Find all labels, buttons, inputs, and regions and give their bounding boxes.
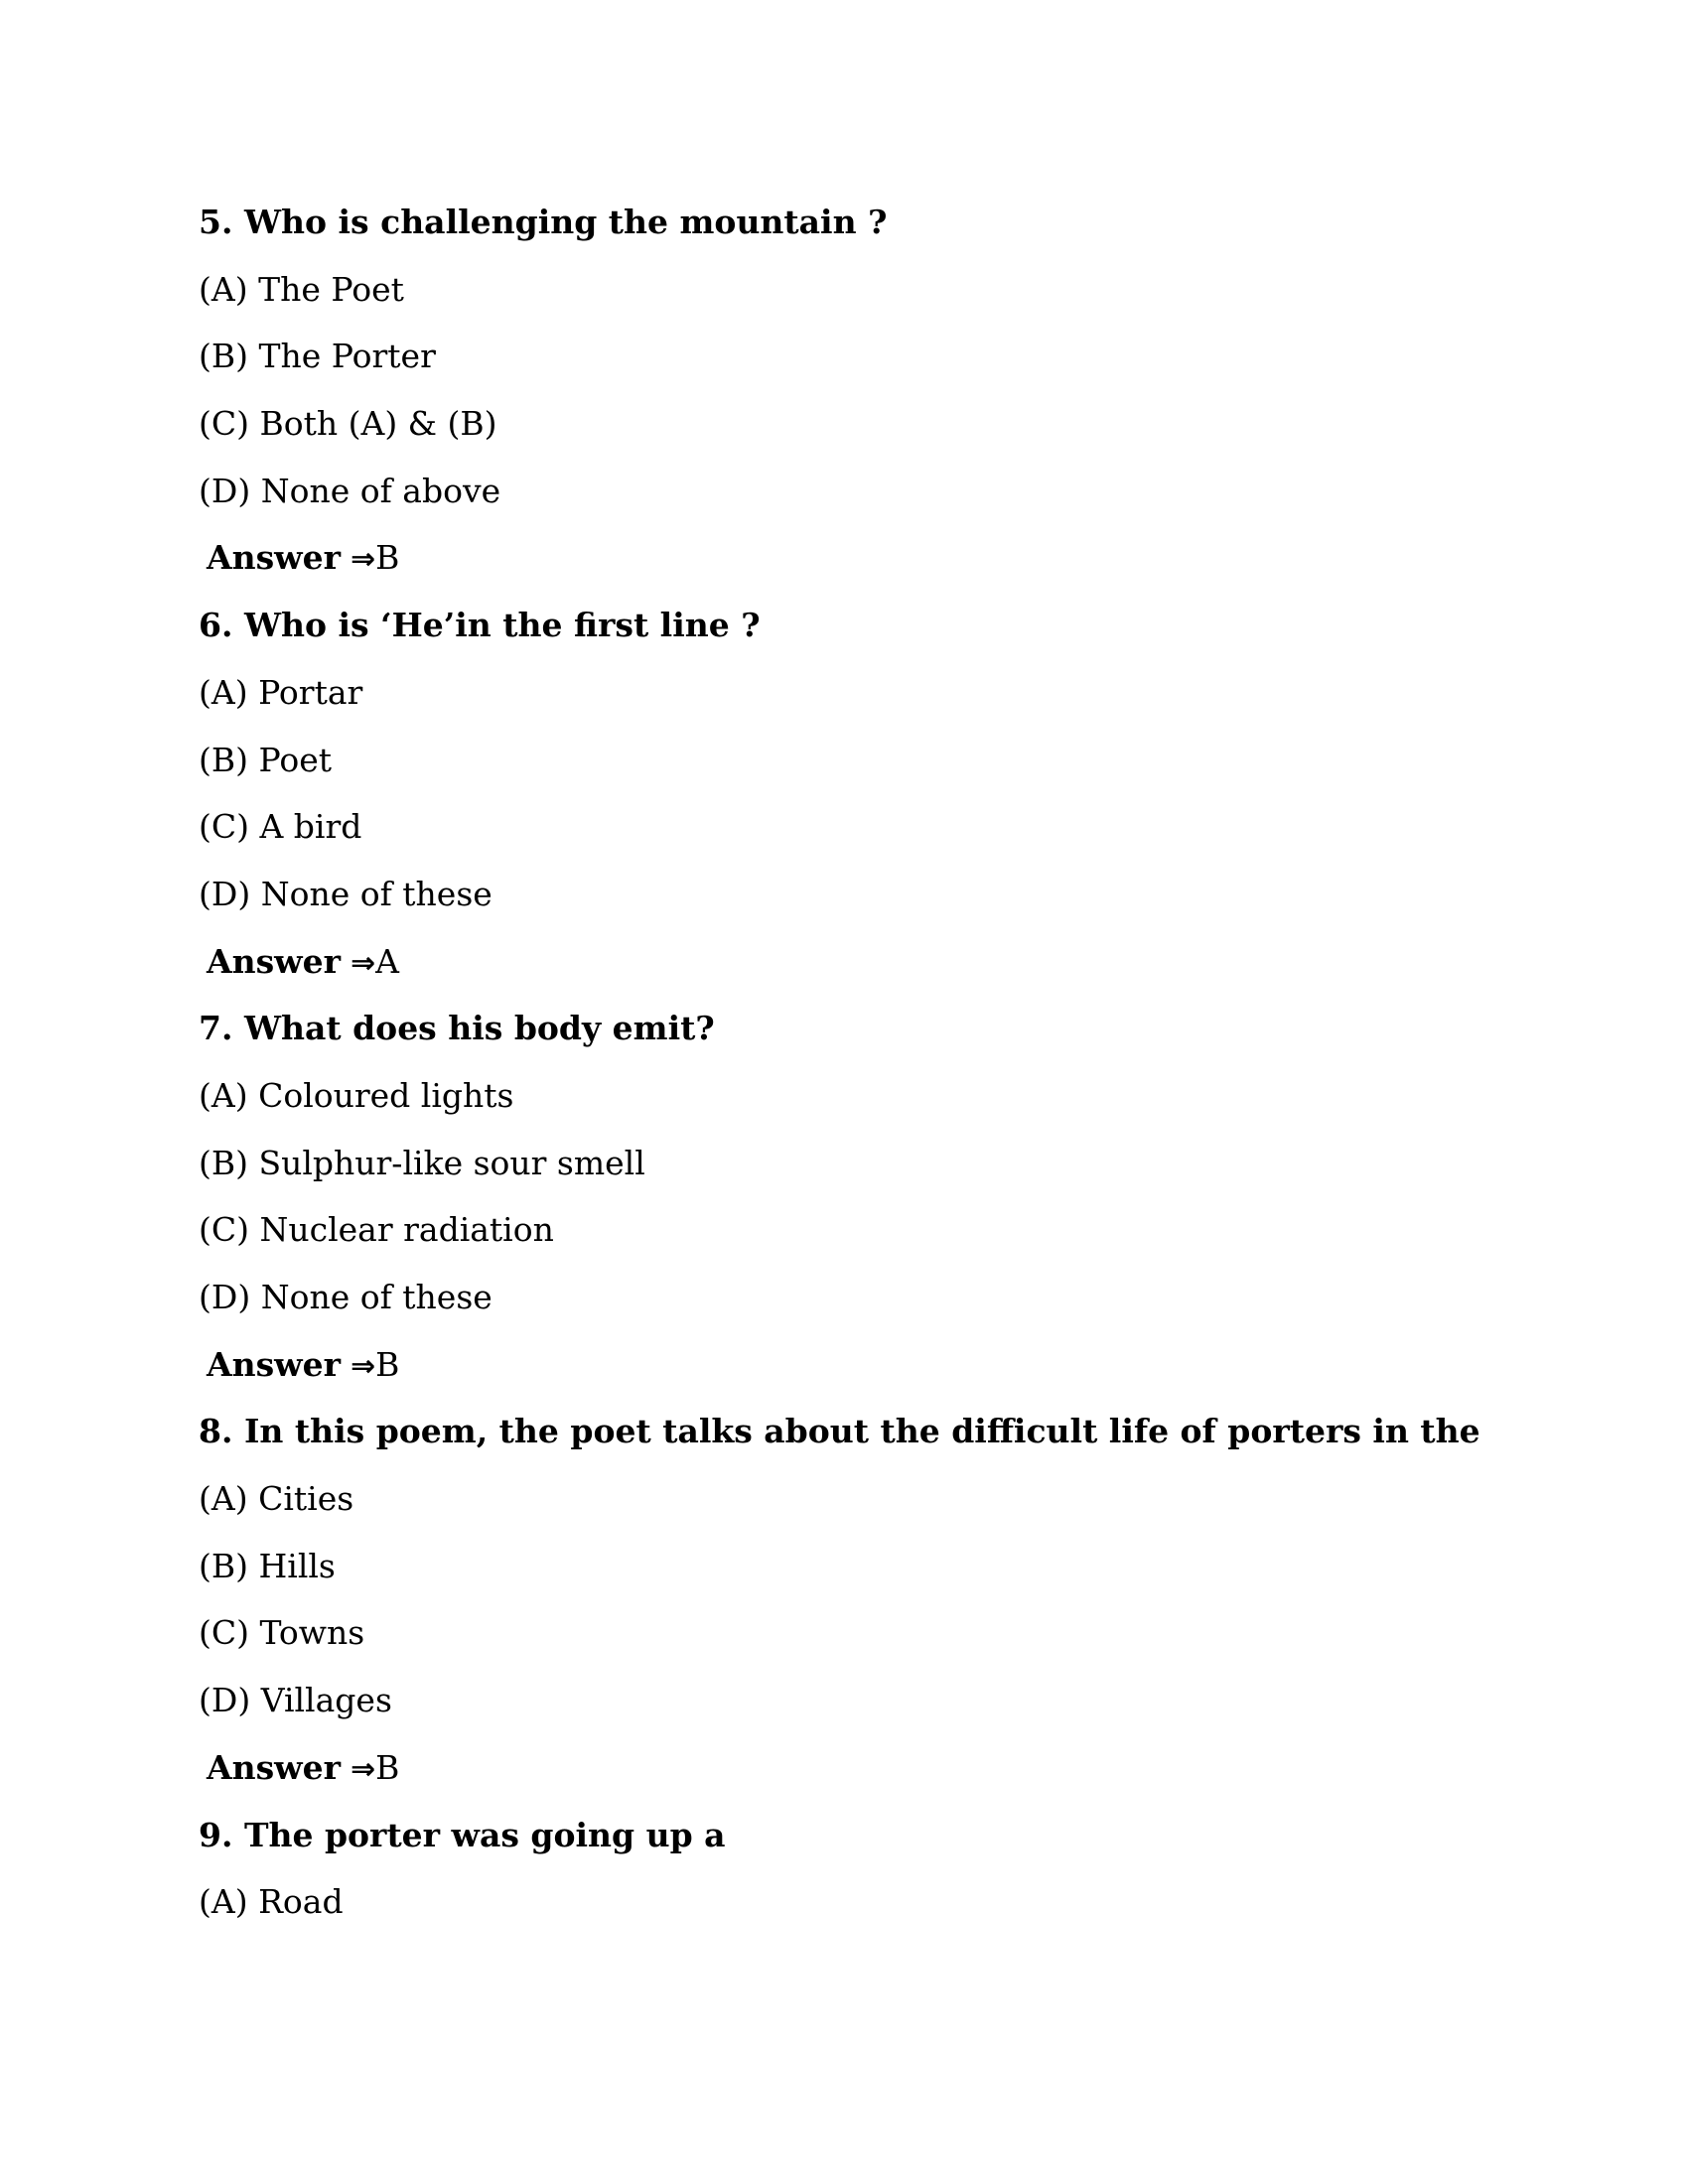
answer-label: Answer [207,538,341,578]
question-8: 8. In this poem, the poet talks about the difficult life of porters in the [199,1412,1480,1451]
option-6a: (A) Portar [199,672,363,712]
answer-value: B [375,1747,400,1787]
option-5a: (A) The Poet [199,269,404,309]
option-7b: (B) Sulphur-like sour smell [199,1143,645,1182]
option-7d: (D) None of these [199,1278,492,1316]
option-5c: (C) Both (A) & (B) [199,404,497,444]
question-5: 5. Who is challenging the mountain ? [199,203,888,241]
document-page [199,189,1509,1936]
arrow-icon: ⇒ [350,945,376,981]
answer-6 [199,928,1509,996]
option-8b: (B) Hills [199,1546,336,1585]
arrow-icon: ⇒ [350,1751,376,1787]
option-7c: (C) Nuclear radiation [199,1210,554,1250]
option-8a: (A) Cities [199,1479,354,1519]
answer-label: Answer [207,941,341,981]
answer-value: A [375,941,399,981]
answer-5 [199,524,1509,592]
option-6c: (C) A bird [199,807,362,847]
arrow-icon: ⇒ [350,542,376,578]
question-7: 7. What does his body emit? [199,1009,715,1048]
answer-value: B [375,538,400,578]
option-9a: (A) Road [199,1882,344,1922]
answer-value: B [375,1344,400,1384]
question-9: 9. The porter was going up a [199,1815,726,1854]
option-5b: (B) The Porter [199,337,436,376]
option-8c: (C) Towns [199,1613,365,1653]
answer-label: Answer [207,1344,341,1384]
option-6d: (D) None of these [199,874,492,913]
answer-8 [199,1734,1509,1802]
option-5d: (D) None of above [199,471,501,510]
option-6b: (B) Poet [199,740,333,779]
option-7a: (A) Coloured lights [199,1075,514,1115]
answer-7 [199,1331,1509,1399]
option-8d: (D) Villages [199,1681,392,1720]
answer-label: Answer [207,1747,341,1787]
question-6: 6. Who is ‘He’in the first line ? [199,606,761,645]
arrow-icon: ⇒ [350,1348,376,1384]
